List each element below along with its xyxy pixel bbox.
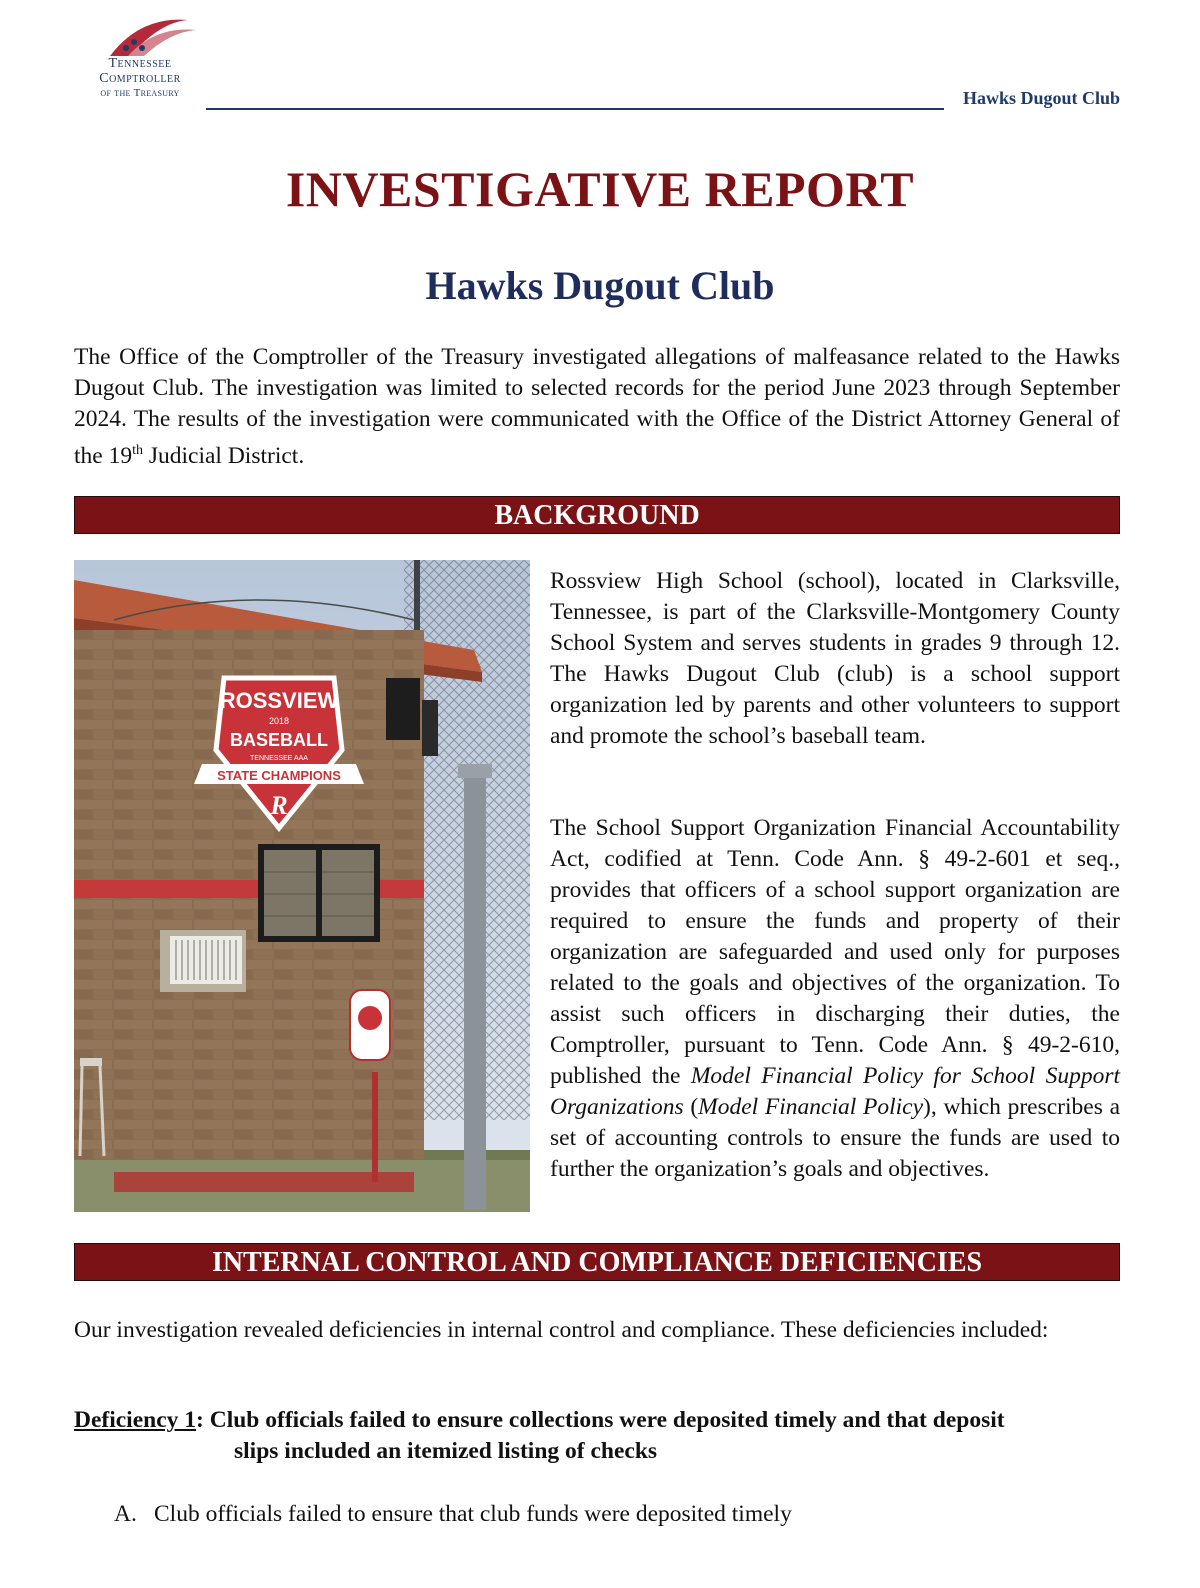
intro-paragraph: The Office of the Comptroller of the Treasury investigated allegations of malfeasance related to the Hawks Dugout Club. The investigation was limited to selected records for the period June 2023 through September 2024. The results of the investigation were communicated with the Office of the District Attorney General of the 19th Judicial District. [74,344,1120,469]
background-heading: BACKGROUND [74,496,1120,534]
sign-text-tennessee: TENNESSEE AAA [250,755,308,762]
logo-line-2: Comptroller [99,71,181,86]
internal-control-heading: INTERNAL CONTROL AND COMPLIANCE DEFICIENCIES [74,1243,1120,1281]
dugout-photo [74,560,530,1212]
deficiency-1-heading: Deficiency 1: Club officials failed to ensure collections were deposited timely and that deposit [74,1407,1005,1433]
logo-swoosh-icon [100,12,200,62]
deficiency-1-heading-cont: slips included an itemized listing of checks [234,1438,658,1464]
sign-text-champions: STATE CHAMPIONS [217,768,341,783]
comptroller-logo [70,12,210,112]
list-item-a: A. Club officials failed to ensure that club funds were deposited timely [114,1501,792,1527]
header-org-name: Hawks Dugout Club [962,88,1120,108]
report-subtitle: Hawks Dugout Club [425,263,775,308]
deficiencies-intro: Our investigation revealed deficiencies in internal control and compliance. These deficiencies included: [74,1317,1049,1343]
sign-text-rossview: ROSSVIEW [219,688,339,713]
sign-text-baseball: BASEBALL [230,730,328,750]
logo-line-3: of the Treasury [100,87,180,99]
background-paragraph-1: Rossview High School (school), located in Clarksville, Tennessee, is part of the Clarksville-Montgomery County School System and serves students in grades 9 through 12. The Hawks Dugout Club (club) is a school support organization led by parents and other volunteers to support and promote the school’s baseball team. [550,568,1120,749]
header-rule [206,108,944,110]
background-paragraph-2: The School Support Organization Financial Accountability Act, codified at Tenn. Code Ann. § 49-2-601 et seq., provides that officers of a school support organization are required to ensure the funds and property of their organization are safeguarded and used only for purposes related to the goals and objectives of the organization. To assist such officers in discharging their duties, the Comptroller, pursuant to Tenn. Code Ann. § 49-2-610, published the Model Financial Policy for School Support Organizations (Model Financial Policy), which prescribes a set of accounting controls to ensure the funds are used to further the organization’s goals and objectives. [550,815,1120,1182]
logo-line-1: Tennessee [108,56,172,71]
deficiency-1-label: Deficiency 1 [74,1407,197,1433]
report-title: INVESTIGATIVE REPORT [285,161,915,217]
sign-text-letter: R [270,791,288,820]
sign-text-year: 2018 [268,716,290,726]
